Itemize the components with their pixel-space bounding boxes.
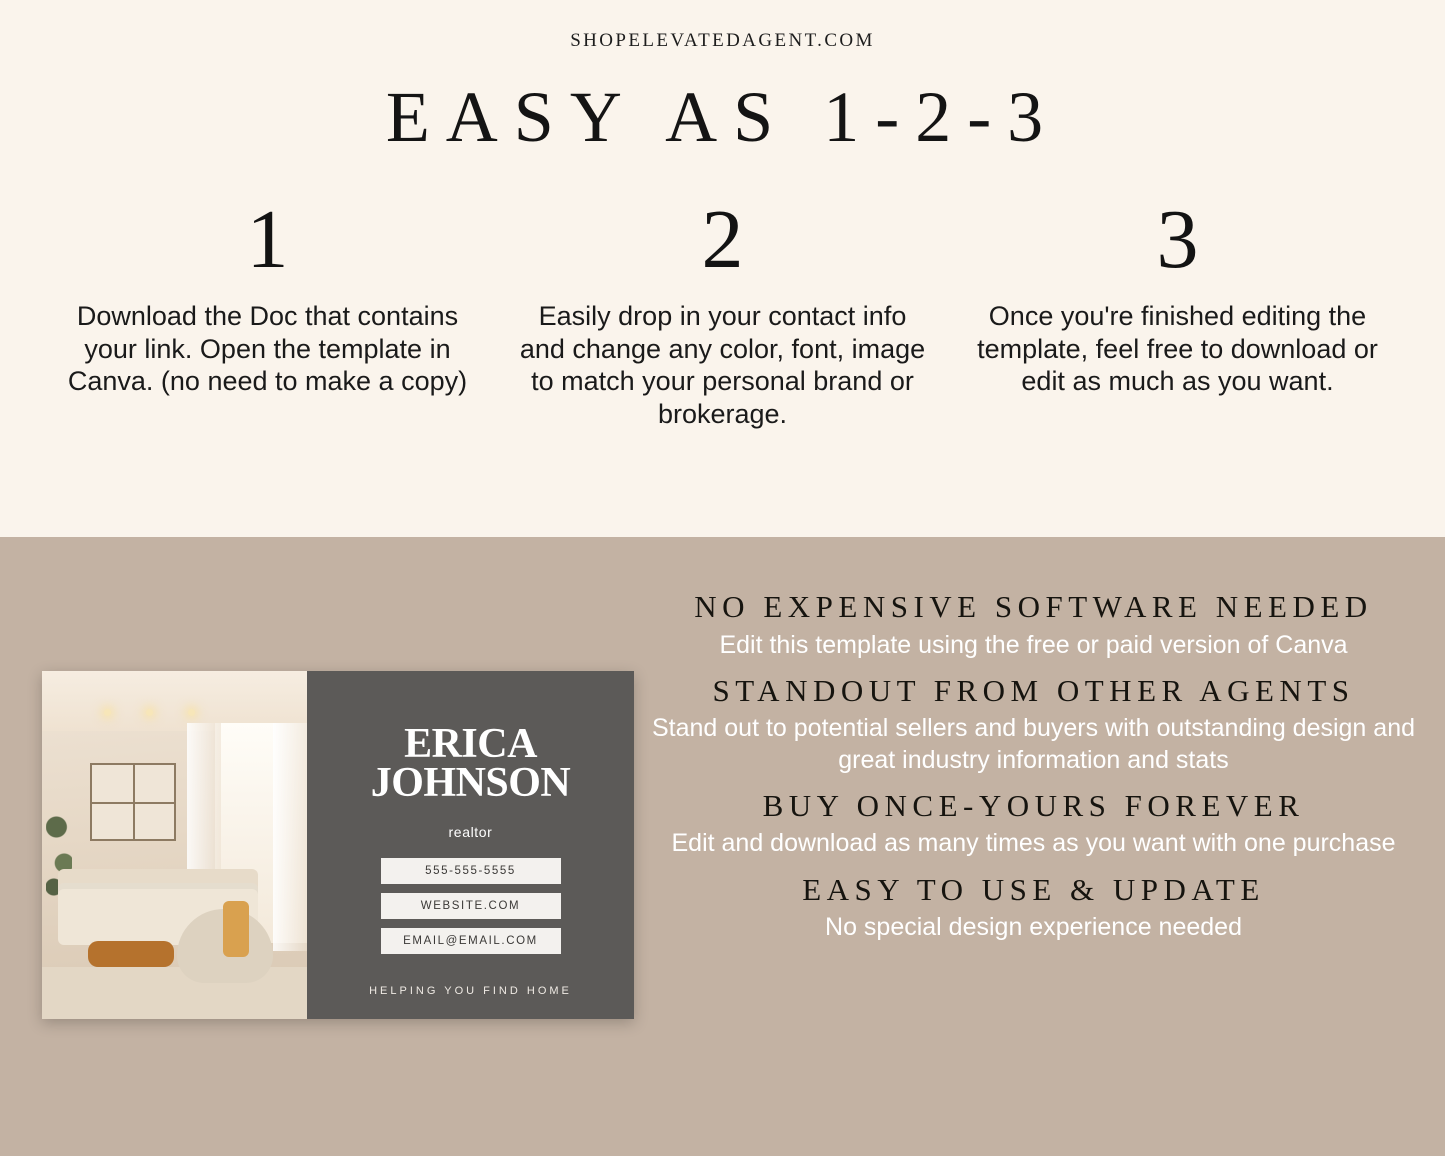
benefit-item-1 <box>644 589 1423 661</box>
instructions-section <box>0 0 1445 537</box>
card-phone-field[interactable]: 555-555-5555 <box>381 858 561 884</box>
throw-blanket-shape <box>223 901 249 957</box>
coffee-table-shape <box>88 941 174 967</box>
ceiling-light-icon <box>188 709 195 716</box>
step-item-3 <box>950 192 1405 432</box>
business-card-preview <box>0 537 640 1019</box>
step-description: Download the Doc that contains your link. Open the template in Canva. (no need to make a copy) <box>67 300 468 397</box>
benefit-body: No special design experience needed <box>825 913 1242 942</box>
card-website-field[interactable]: WEBSITE.COM <box>381 893 561 919</box>
benefit-title: EASY TO USE & UPDATE <box>802 871 1265 907</box>
steps-list <box>0 192 1445 432</box>
card-info-panel <box>307 671 634 1019</box>
step-item-1 <box>40 192 495 432</box>
benefits-list <box>640 537 1445 956</box>
card-contact-fields <box>337 858 604 954</box>
card-email-field[interactable]: EMAIL@EMAIL.COM <box>381 928 561 954</box>
card-name-line1: ERICA <box>404 721 537 767</box>
step-number: 3 <box>1156 192 1199 286</box>
card-name-line2: JOHNSON <box>370 759 571 806</box>
ceiling-light-icon <box>104 709 111 716</box>
interior-photo <box>42 671 307 1019</box>
benefit-body: Edit this template using the free or paid version of Canva <box>719 630 1348 659</box>
business-card <box>42 671 634 1019</box>
wall-art-icon <box>90 763 176 841</box>
curtain-shape <box>273 723 307 951</box>
step-description: Once you're finished editing the template, feel free to download or edit as much as you want. <box>977 300 1378 397</box>
floor-shape <box>42 967 307 1019</box>
step-number: 2 <box>701 192 744 286</box>
card-tagline: HELPING YOU FIND HOME <box>369 985 572 997</box>
ceiling-shape <box>42 671 307 731</box>
step-number: 1 <box>246 192 289 286</box>
benefit-item-3 <box>644 788 1423 860</box>
benefits-section <box>0 537 1445 1156</box>
benefit-body: Edit and download as many times as you want with one purchase <box>671 829 1396 858</box>
ceiling-light-icon <box>146 709 153 716</box>
card-role: realtor <box>448 824 493 841</box>
benefit-title: STANDOUT FROM OTHER AGENTS <box>712 672 1355 708</box>
page-title: EASY AS 1-2-3 <box>385 77 1060 157</box>
benefit-body: Stand out to potential sellers and buyers with outstanding design and great industry information and stats <box>651 714 1415 774</box>
step-item-2 <box>495 192 950 432</box>
step-description: Easily drop in your contact info and change any color, font, image to match your personal brand or brokerage. <box>519 300 926 430</box>
site-url: SHOPELEVATEDAGENT.COM <box>570 30 875 51</box>
benefit-item-4 <box>644 872 1423 944</box>
benefit-title: BUY ONCE-YOURS FOREVER <box>762 787 1305 823</box>
benefit-item-2 <box>644 673 1423 776</box>
benefit-title: NO EXPENSIVE SOFTWARE NEEDED <box>694 589 1373 624</box>
